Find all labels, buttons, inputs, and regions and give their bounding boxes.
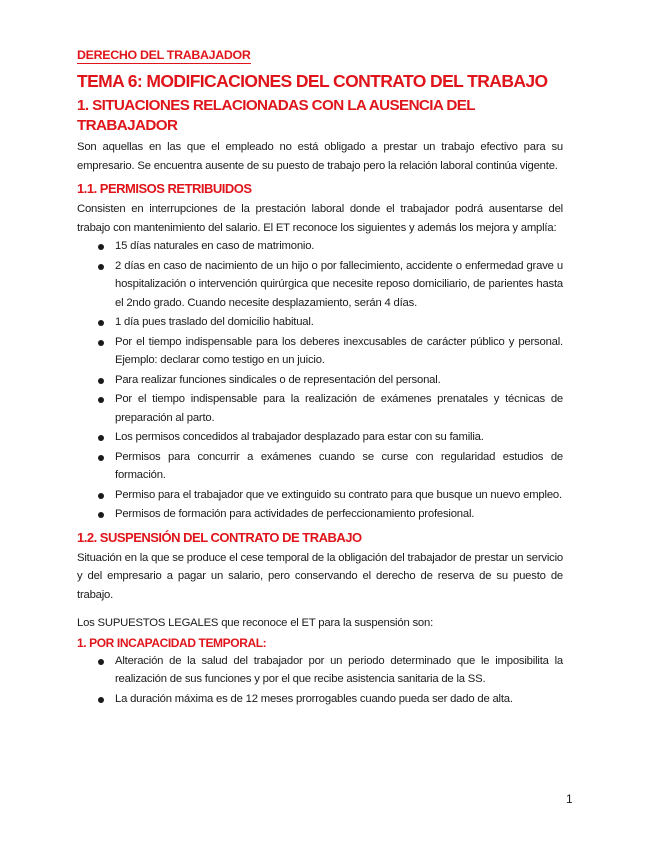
list-item-text: 15 días naturales en caso de matrimonio. (115, 240, 315, 252)
bullet-icon (98, 493, 104, 499)
list-item (77, 448, 563, 485)
list-item (77, 690, 563, 709)
list-item-text: La duración máxima es de 12 meses prorrogables cuando pueda ser dado de alta. (115, 692, 513, 705)
bullet-icon (98, 378, 104, 384)
list-item (77, 257, 563, 313)
incapacidad-list (77, 652, 563, 709)
bullet-icon (98, 320, 104, 326)
bullet-icon (98, 697, 104, 703)
list-item-text: Permiso para el trabajador que ve extinguido su contrato para que busque un nuevo empleo. (115, 488, 562, 501)
list-item (77, 505, 563, 524)
list-item-text: Permisos para concurrir a exámenes cuando se curse con regularidad estudios de formación. (115, 450, 563, 481)
bullet-icon (98, 264, 104, 270)
list-item-text: Para realizar funciones sindicales o de representación del personal. (115, 373, 441, 386)
list-item-text: 2 días en caso de nacimiento de un hijo o por fallecimiento, accidente o enfermedad grave u hospitalización o intervención quirúrgica que necesite reposo domiciliario, de parientes hasta el 2ndo grado. Cuando necesite desplazamiento, serán 4 días. (115, 259, 563, 309)
list-item-text: Los permisos concedidos al trabajador desplazado para estar con su familia. (115, 431, 484, 443)
list-item (77, 428, 563, 447)
list-item (77, 313, 563, 332)
bullet-icon (98, 659, 104, 665)
bullet-icon (98, 435, 104, 441)
permisos-list (77, 237, 563, 524)
section-1-2-paragraph: Situación en la que se produce el cese temporal de la obligación del trabajador de prestar un servicio y del empresario a pagar un salario, pero conservando el derecho de reserva de su puesto de trabajo. (77, 551, 563, 601)
list-item (77, 652, 563, 689)
list-item (77, 390, 563, 427)
bullet-icon (98, 244, 104, 250)
bullet-icon (98, 340, 104, 346)
list-item (77, 486, 563, 505)
page-number: 1 (566, 792, 573, 806)
list-item-text: Alteración de la salud del trabajador por un periodo determinado que le imposibilita la realización de sus funciones y por el que recibe asistencia sanitaria de la SS. (115, 654, 563, 685)
section-1-1-heading: 1.1. PERMISOS RETRIBUIDOS (77, 181, 252, 196)
list-item-text: Por el tiempo indispensable para la realización de exámenes prenatales y técnicas de preparación al parto. (115, 393, 563, 424)
list-item-text: Por el tiempo indispensable para los deberes inexcusables de carácter público y personal. Ejemplo: declarar como testigo en un juicio. (115, 335, 563, 366)
list-item (77, 237, 563, 256)
course-header: DERECHO DEL TRABAJADOR (77, 48, 251, 62)
bullet-icon (98, 397, 104, 403)
list-item (77, 333, 563, 370)
bullet-icon (98, 455, 104, 461)
section-1-paragraph: Son aquellas en las que el empleado no está obligado a prestar un trabajo efectivo para su empresario. Se encuentra ausente de su puesto de trabajo pero la relación laboral continúa vigente. (77, 141, 563, 172)
bullet-icon (98, 512, 104, 518)
document-title: TEMA 6: MODIFICACIONES DEL CONTRATO DEL TRABAJO (77, 71, 548, 91)
list-item (77, 371, 563, 390)
list-item-text: Permisos de formación para actividades de perfeccionamiento profesional. (115, 508, 475, 520)
section-1-1-paragraph: Consisten en interrupciones de la prestación laboral donde el trabajador podrá ausentarse del trabajo con mantenimiento del salario. El ET reconoce los siguientes y además los mejora y amplía: (77, 203, 563, 234)
section-1-heading: 1. SITUACIONES RELACIONADAS CON LA AUSENCIA DEL TRABAJADOR (77, 97, 475, 134)
supuestos-paragraph: Los SUPUESTOS LEGALES que reconoce el ET para la suspensión son: (77, 617, 434, 629)
incapacidad-heading: 1. POR INCAPACIDAD TEMPORAL: (77, 635, 267, 650)
section-1-2-heading: 1.2. SUSPENSIÓN DEL CONTRATO DE TRABAJO (77, 529, 362, 545)
document-content (77, 46, 563, 709)
list-item-text: 1 día pues traslado del domicilio habitual. (115, 316, 314, 328)
